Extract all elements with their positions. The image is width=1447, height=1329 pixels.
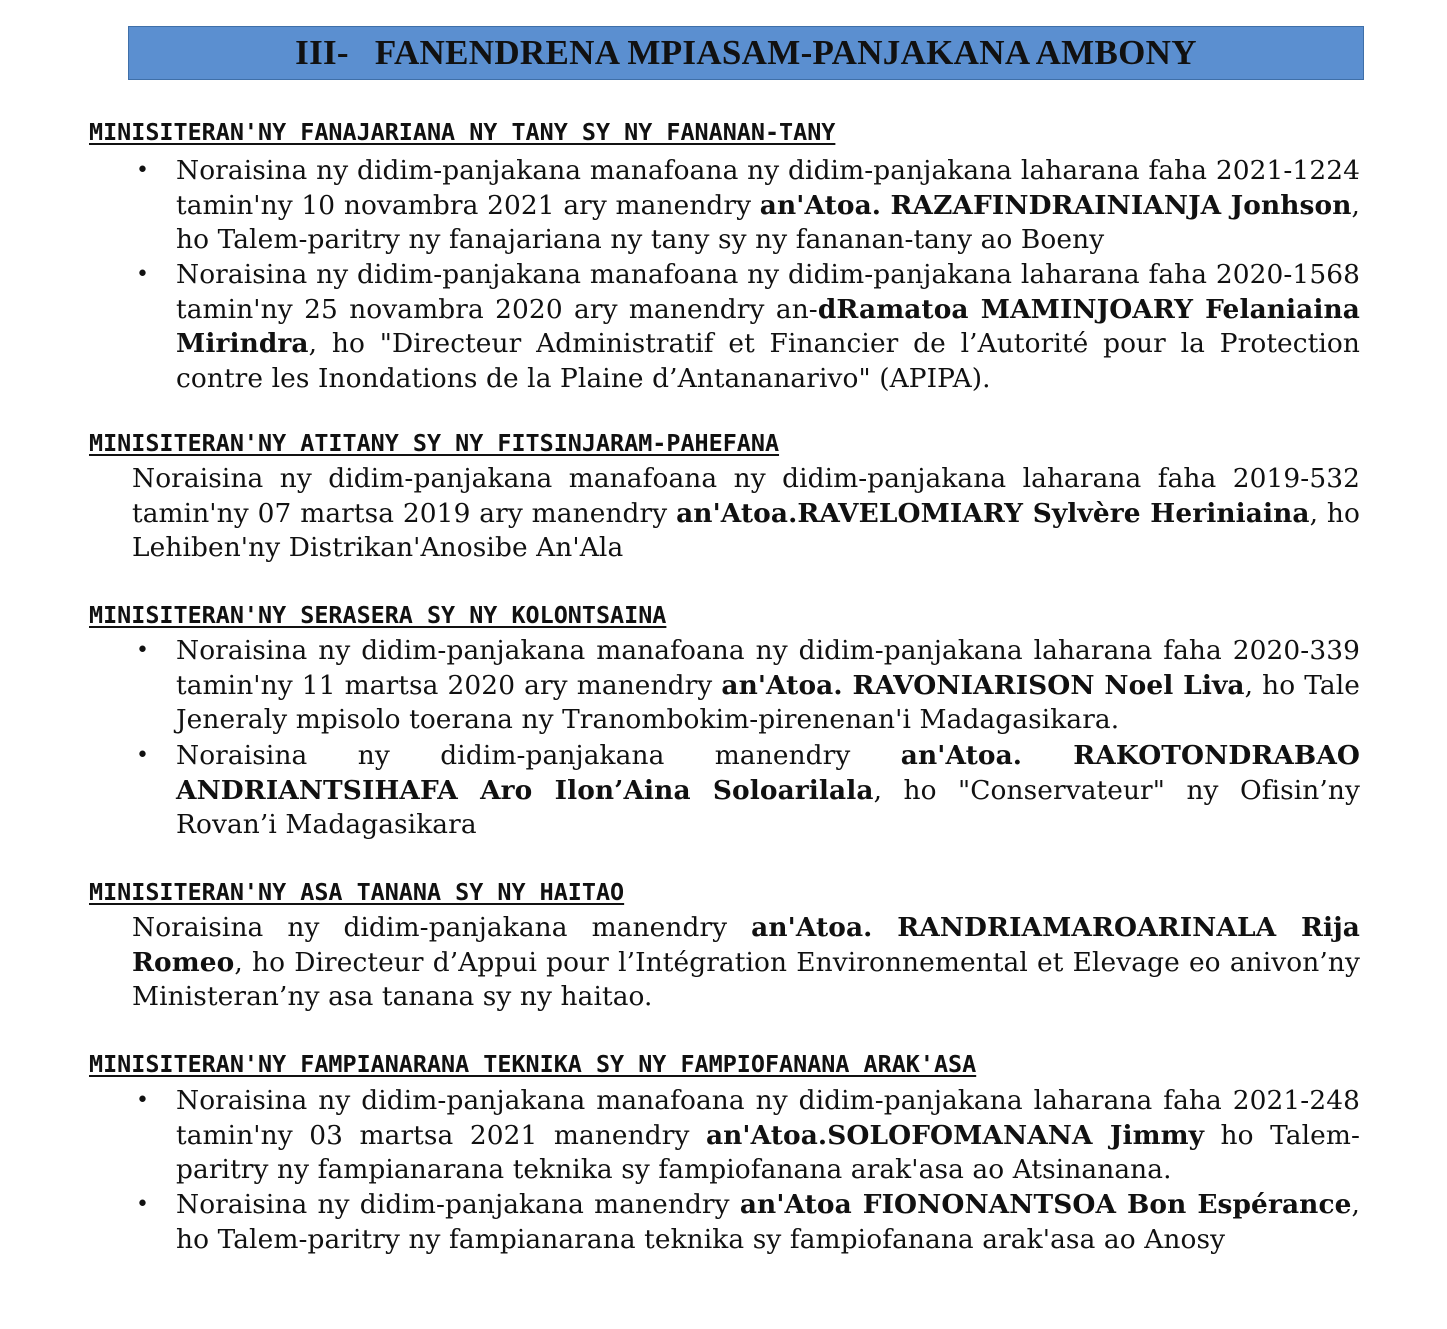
section-banner: [128, 26, 1364, 80]
item-role: , ho "Directeur Administratif et Financier de l’Autorité pour la Protection contre les Inondations de la Plaine d’Antananarivo" (APIPA).: [176, 328, 1360, 395]
section-heading: MINISITERAN'NY FAMPIANARANA TEKNIKA SY NY FAMPIOFANANA ARAK'ASA: [89, 1050, 977, 1078]
item-text: Noraisina ny didim-panjakana manafoana ny didim-panjakana laharana faha 2020-1568 tamin'ny 25 novambra 2020 ary manendry an-: [176, 259, 1360, 325]
list-item: [132, 462, 1360, 566]
appointee-name: an'Atoa. RANDRIAMAROARINALA Rija Romeo: [132, 912, 1360, 978]
appointee-name: an'Atoa. RAZAFINDRAINIANJA Jonhson: [759, 189, 1352, 221]
item-text: Noraisina ny didim-panjakana manendry: [176, 1189, 740, 1220]
item-role: , ho Lehiben'ny Distrikan'Anosibe An'Ala: [132, 497, 1360, 564]
item-text: Noraisina ny didim-panjakana manafoana ny didim-panjakana laharana faha 2019-532 tamin'ny 07 martsa 2019 ary manendry: [132, 463, 1360, 529]
section-heading: MINISITERAN'NY SERASERA SY NY KOLONTSAINA: [89, 601, 667, 629]
item-text: Noraisina ny didim-panjakana manafoana ny didim-panjakana laharana faha 2021-1224 tamin'ny 10 novambra 2021 ary manendry: [176, 155, 1360, 221]
appointee-name: an'Atoa FIONONANTSOA Bon Espérance: [739, 1189, 1352, 1220]
bullet-icon: •: [136, 743, 149, 768]
list-item: [176, 739, 1360, 843]
list-item: [132, 911, 1360, 1015]
section-heading: MINISITERAN'NY ASA TANANA SY NY HAITAO: [89, 878, 625, 906]
bullet-icon: •: [136, 638, 149, 663]
appointee-name: an'Atoa. RAKOTONDRABAO ANDRIANTSIHAFA Aro Ilon’Aina Soloarilala: [176, 740, 1360, 806]
bullet-icon: •: [136, 1192, 149, 1217]
section-heading: MINISITERAN'NY FANAJARIANA NY TANY SY NY FANANAN-TANY: [89, 118, 836, 146]
item-text: Noraisina ny didim-panjakana manafoana ny didim-panjakana laharana faha 2020-339 tamin'ny 11 martsa 2020 ary manendry: [176, 635, 1360, 701]
bullet-icon: •: [136, 1088, 149, 1113]
item-role: , ho Directeur d’Appui pour l’Intégration Environnemental et Elevage eo anivon’ny Ministeran’ny asa tanana sy ny haitao.: [132, 946, 1360, 1013]
list-item: [176, 154, 1360, 258]
section-heading: MINISITERAN'NY ATITANY SY NY FITSINJARAM-PAHEFANA: [89, 429, 780, 457]
item-text: Noraisina ny didim-panjakana manendry: [176, 740, 901, 771]
item-role: , ho Tale Jeneraly mpisolo toerana ny Tranombokim-pirenenan'i Madagasikara.: [176, 669, 1360, 736]
item-role: , ho Talem-paritry ny fanajariana ny tany sy ny fananan-tany ao Boeny: [176, 189, 1360, 256]
item-role: , ho Talem-paritry ny fampianarana teknika sy fampiofanana arak'asa ao Anosy: [176, 1189, 1360, 1255]
list-item: [176, 634, 1360, 738]
item-role: , ho "Conservateur" ny Ofisin’ny Rovan’i Madagasikara: [176, 774, 1360, 841]
list-item: [176, 258, 1360, 397]
bullet-icon: •: [136, 262, 149, 287]
banner-number: III-: [295, 33, 349, 72]
bullet-icon: •: [136, 158, 149, 183]
item-role: ho Talem-paritry ny fampianarana teknika sy fampiofanana arak'asa ao Atsinanana.: [176, 1119, 1361, 1186]
appointee-name: an'Atoa.SOLOFOMANANA Jimmy: [705, 1119, 1205, 1151]
item-text: Noraisina ny didim-panjakana manendry: [132, 912, 752, 943]
appointee-name: an'Atoa.RAVELOMIARY Sylvère Heriniaina: [676, 497, 1310, 529]
list-item: [176, 1084, 1360, 1188]
list-item: [176, 1188, 1360, 1257]
item-text: Noraisina ny didim-panjakana manafoana ny didim-panjakana laharana faha 2021-248 tamin'ny 03 martsa 2021 manendry: [176, 1085, 1360, 1151]
banner-title: FANENDRENA MPIASAM-PANJAKANA AMBONY: [374, 33, 1197, 72]
appointee-name: dRamatoa MAMINJOARY Felaniaina Mirindra: [176, 293, 1360, 360]
appointee-name: an'Atoa. RAVONIARISON Noel Liva: [721, 669, 1245, 701]
